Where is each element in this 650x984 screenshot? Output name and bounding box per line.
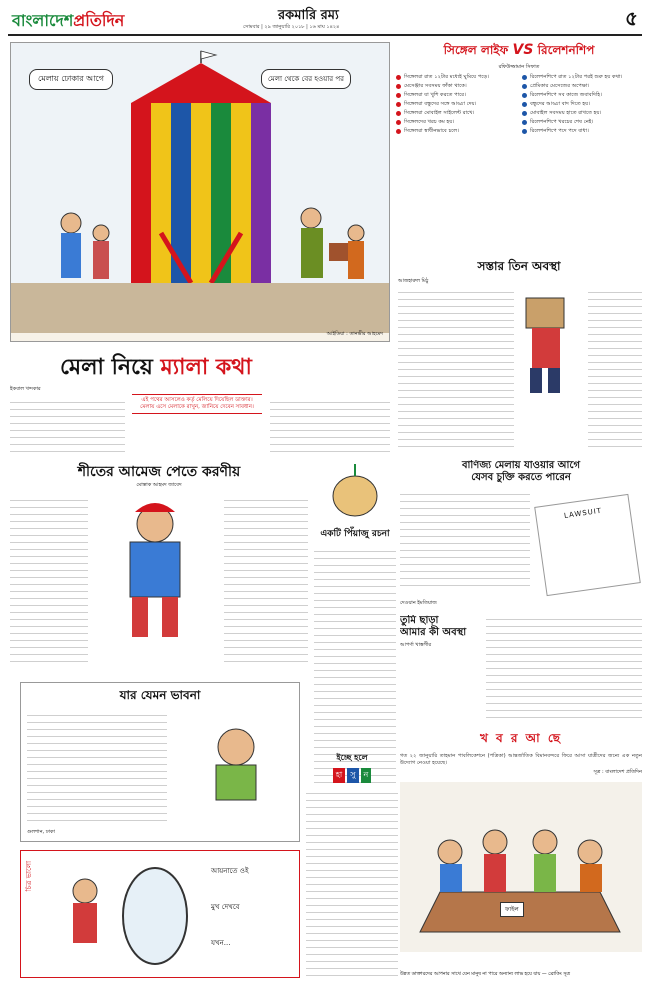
jokes-title-letters: হা সু ন bbox=[306, 768, 398, 783]
single-life-section bbox=[396, 42, 642, 252]
news-title: খ ব র আ ছে bbox=[479, 731, 562, 745]
list-item: সিঙ্গেলরা রাত ১২টার মধ্যেই ঘুমিয়ে পড়ে। bbox=[396, 74, 516, 81]
page-number: ৫ bbox=[625, 6, 638, 30]
mirror-side-label: চিত্র ভালো bbox=[25, 861, 33, 892]
onion-illustration bbox=[314, 460, 396, 520]
mirror-text-2: মুখ দেখবে bbox=[211, 903, 240, 911]
box-head-man-illustration bbox=[516, 288, 586, 398]
masthead bbox=[8, 4, 642, 34]
list-item: সিঙ্গেলরা বন্ধুদের সঙ্গে আড্ডা দেয়। bbox=[396, 101, 516, 108]
jokes-section bbox=[306, 752, 398, 978]
cartoon-top bbox=[10, 42, 390, 342]
without-you-section bbox=[400, 615, 642, 725]
cartoon-label-right: মেলা থেকে বের হওয়ার পর bbox=[261, 69, 351, 89]
list-item: বন্ধুদের আড্ডা বাদ দিতে হয়। bbox=[522, 101, 642, 108]
date-line: সোমবার | ২৯ জানুয়ারি ২০১৮ | ১৬ মাঘ ১৪২৪ bbox=[243, 24, 340, 30]
trade-fair-title: বাণিজ্য মেলায় যাওয়ার আগে যেসব চুক্তি করতে পারেন bbox=[461, 460, 581, 483]
news-section bbox=[400, 730, 642, 978]
list-item: সিঙ্গেলরা স্বাধীনভাবে চলে। bbox=[396, 128, 516, 135]
news-lead: গত ২২ জানুয়ারি তাহমান পাবলিকেশনে (পত্রিকা) আন্তর্জাতিক বিমানবন্দরে ফিরে আসা যাত্রীদের জন্যে এক নতুন উদ্যোগ নেওয়া হয়েছে। bbox=[400, 753, 642, 766]
winter-section bbox=[10, 460, 308, 670]
thinking-man-illustration bbox=[181, 707, 291, 817]
single-life-title: সিঙ্গেল লাইফ VS রিলেশনশিপ bbox=[443, 42, 595, 58]
winter-title: শীতের আমেজ পেতে করণীয় bbox=[77, 464, 241, 480]
lawsuit-document bbox=[534, 494, 641, 596]
winter-byline: মোস্তাক আহমদ জাবেদ bbox=[136, 482, 182, 488]
list-item: সিঙ্গেলদের খরচ কম হয়। bbox=[396, 119, 516, 126]
without-you-title: তুমি ছাড়া আমার কী অবস্থা bbox=[400, 615, 467, 638]
list-item: রিলেশনশিপে সব কাজে জবাবদিহি। bbox=[522, 92, 642, 99]
news-source: সূত্র : বাংলাদেশ প্রতিদিন bbox=[593, 769, 642, 775]
mela-body-col1 bbox=[10, 398, 125, 453]
file-label: ফাইল bbox=[500, 902, 524, 917]
three-states-byline: আজহারুল মিঠু bbox=[398, 278, 429, 284]
mela-body-col3 bbox=[270, 398, 390, 453]
without-you-body bbox=[486, 615, 642, 721]
brand-logo[interactable]: বাংলাদেশপ্রতিদিন bbox=[12, 11, 125, 30]
trade-fair-body bbox=[400, 490, 530, 590]
single-life-left-column bbox=[396, 74, 516, 137]
onion-title: একটি পিঁয়াজু রচনা bbox=[320, 529, 390, 539]
mela-byline: ইকবাল খন্দকার bbox=[10, 386, 41, 392]
mirror-text-1: আয়নাতে ওই bbox=[211, 867, 249, 875]
trade-fair-byline: দেওয়ান ইমতিয়াজ bbox=[400, 600, 437, 606]
winter-body-left bbox=[10, 496, 88, 666]
list-item: মেসেঞ্জার সবসময় ফাঁকা থাকে। bbox=[396, 83, 516, 90]
lawsuit-label: LAWSUIT bbox=[563, 506, 603, 520]
list-item: মোবাইল সবসময় হাতে রাখতে হয়। bbox=[522, 110, 642, 117]
ideas-title: যার যেমন ভাবনা bbox=[119, 688, 201, 702]
cartoon-label-left: মেলায় ঢোকার আগে bbox=[29, 69, 113, 90]
single-life-right-column bbox=[522, 74, 642, 137]
mirror-section bbox=[20, 850, 300, 978]
trade-fair-section bbox=[400, 460, 642, 610]
mela-title: মেলা নিয়ে ম্যালা কথা bbox=[60, 355, 252, 380]
jokes-title-top: ইচ্ছে হলে bbox=[336, 753, 368, 762]
ideas-body bbox=[27, 711, 167, 821]
list-item: সিঙ্গেলরা মোবাইল সাইলেন্ট রাখে। bbox=[396, 110, 516, 117]
ideas-byline: গুলশান, ঢাকা bbox=[27, 829, 55, 835]
jokes-body bbox=[306, 789, 398, 978]
list-item: রিলেশনশিপে খরচের শেষ নেই। bbox=[522, 119, 642, 126]
three-states-body-right bbox=[588, 288, 642, 448]
meeting-illustration bbox=[400, 782, 642, 952]
single-life-byline: রফিউজ্জামান সিফাত bbox=[498, 64, 540, 70]
list-item: প্রেমিকার মেসেজের অপেক্ষা। bbox=[522, 83, 642, 90]
mirror-text-3: যখন... bbox=[211, 939, 231, 947]
news-caption: উন্নত ডাক্তারদের আপনার সাথে যেন মানুষ না পারে অন্যান্য লাভ হয়ে যায় — ব্রোকিং সূত্র bbox=[400, 972, 570, 977]
winter-man-illustration bbox=[90, 494, 220, 644]
without-you-byline: আপর্ণা খাস্তগীর bbox=[400, 642, 432, 648]
winter-body-right bbox=[224, 496, 308, 666]
section-title: রকমারি রম্য bbox=[278, 8, 339, 23]
list-item: রিলেশনশিপে পদে পদে বাধা। bbox=[522, 128, 642, 135]
mela-pullquote: এই পথের আসলেও কর্তৃ মেলিয়ে দিয়েছিল ডাক্তার। মেলায় এসে মেলাকে রাখুন, জানিয়ে দেবেন সাবধান। bbox=[132, 394, 262, 414]
mirror-illustration bbox=[45, 861, 195, 971]
three-states-section bbox=[396, 258, 642, 453]
three-states-body bbox=[398, 288, 514, 448]
three-states-title: সস্তার তিন অবস্থা bbox=[477, 259, 561, 273]
list-item: রিলেশনশিপে রাত ১২টার পরই শুরু হয় কথা। bbox=[522, 74, 642, 81]
mela-article bbox=[10, 350, 390, 455]
list-item: সিঙ্গেলরা যা খুশি করতে পারে। bbox=[396, 92, 516, 99]
ideas-section bbox=[20, 682, 300, 842]
cartoon-credit: আইডিয়া : তানভীর আহমেদ bbox=[326, 331, 383, 337]
vs-badge: VS bbox=[512, 42, 534, 58]
